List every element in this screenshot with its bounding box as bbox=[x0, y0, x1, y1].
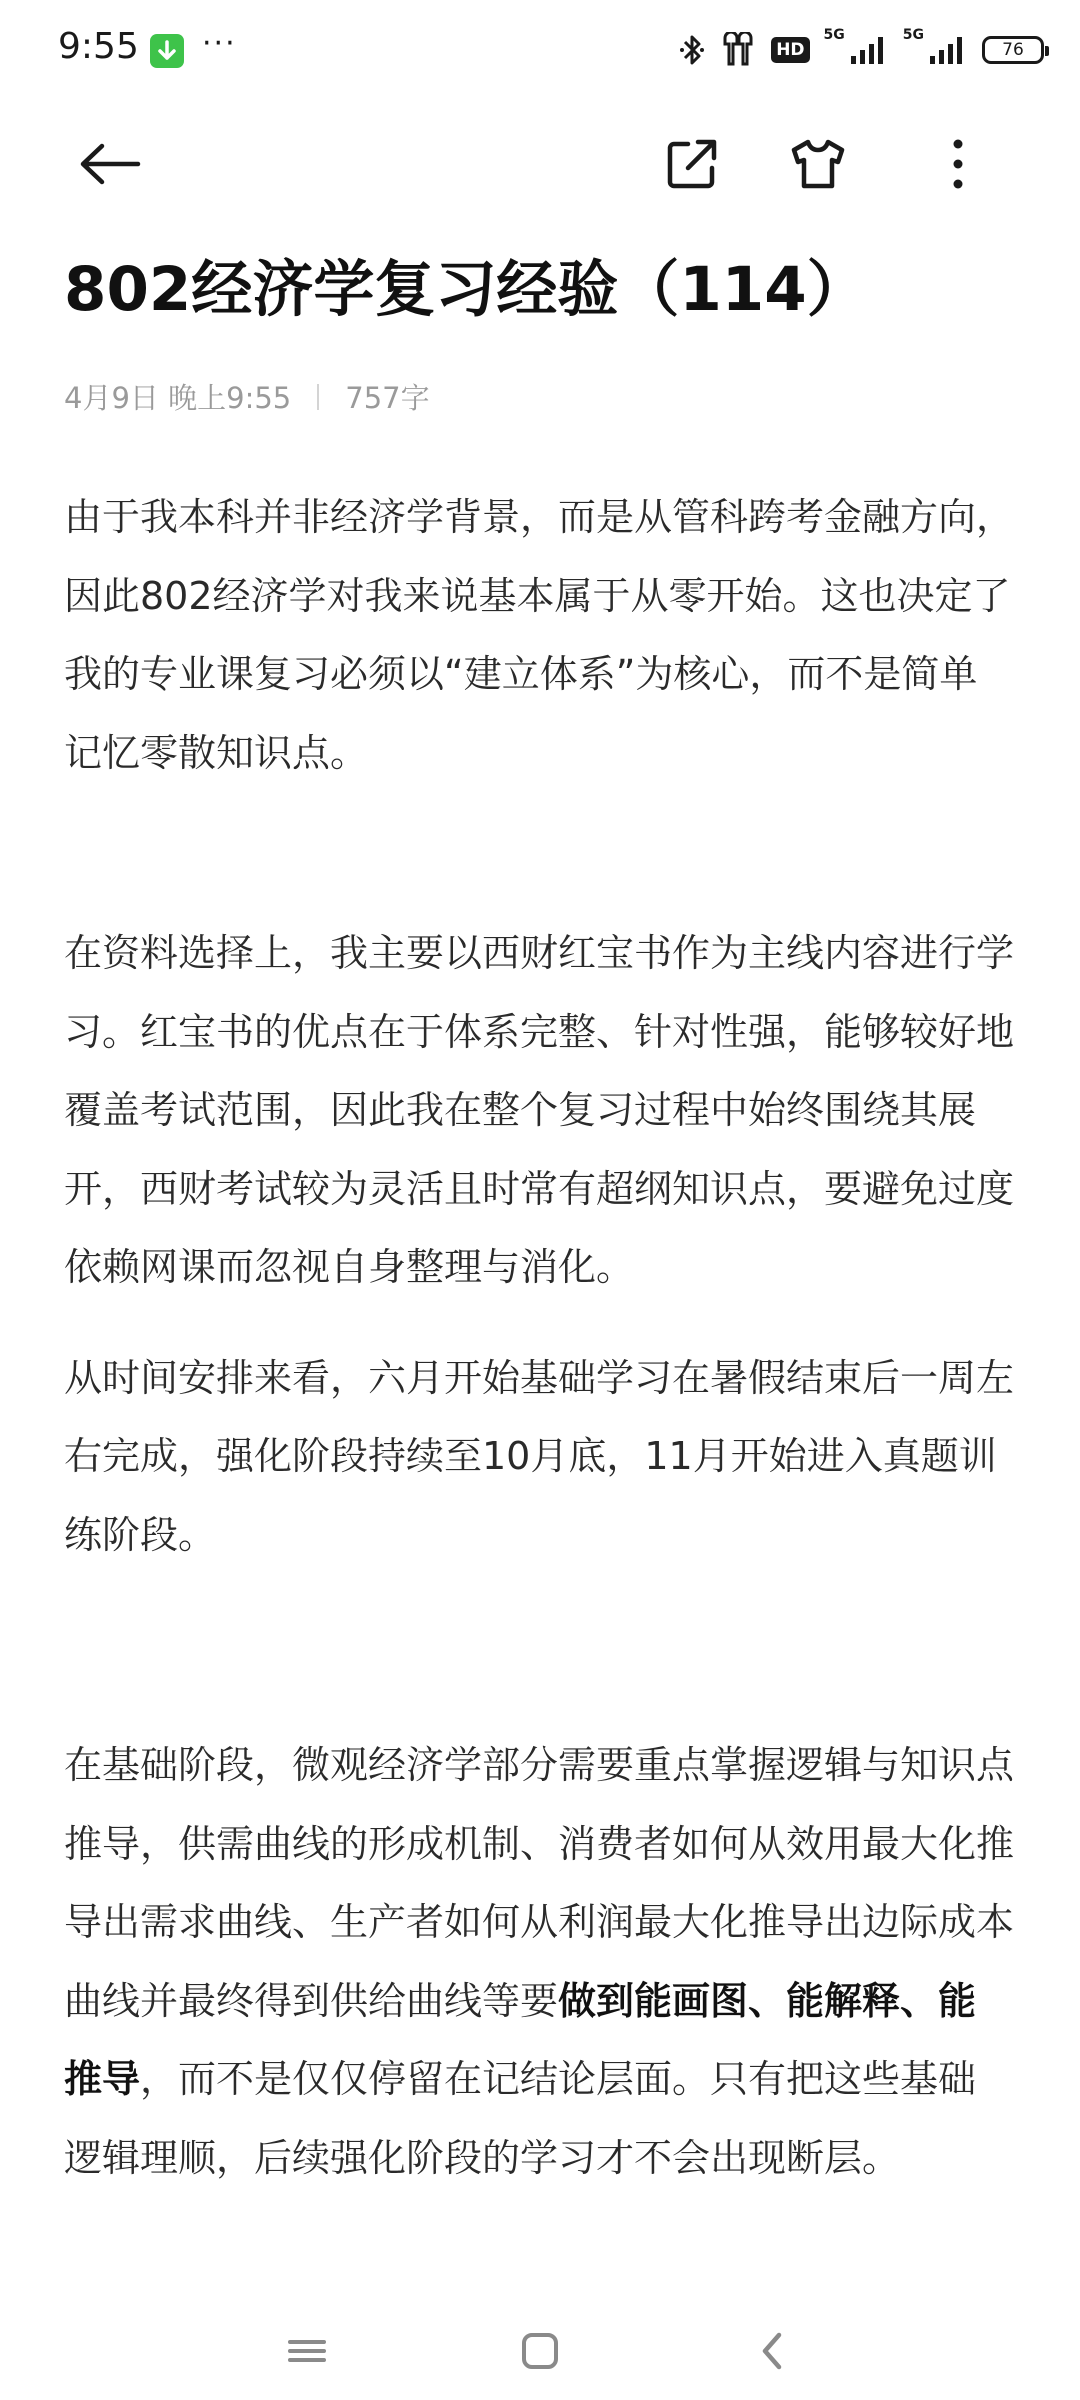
earbuds-icon bbox=[719, 32, 757, 68]
note-body[interactable] bbox=[64, 478, 1014, 2197]
signal-icon bbox=[849, 34, 889, 66]
paragraph-4-text-a: 在基础阶段，微观经济学部分需要重点掌握逻辑与知识点推导，供需曲线的形成机制、消费者如何从效用最大化推导出需求曲线、生产者如何从利润最大化推导出边际成本曲线并最终得到供给曲线等要 bbox=[64, 1743, 1015, 2023]
download-badge-icon bbox=[150, 34, 184, 68]
more-button[interactable] bbox=[922, 130, 994, 202]
recents-button[interactable] bbox=[262, 2318, 352, 2388]
paragraph-4 bbox=[64, 1726, 1014, 2197]
word-count: 757字 bbox=[345, 381, 430, 415]
home-button[interactable] bbox=[495, 2318, 585, 2388]
network-type-2: 5G bbox=[902, 27, 924, 43]
home-square-icon bbox=[520, 2331, 560, 2375]
more-notifications-icon: ··· bbox=[202, 26, 237, 61]
more-vertical-icon bbox=[948, 136, 968, 196]
back-chevron-icon bbox=[757, 2331, 787, 2375]
share-button[interactable] bbox=[656, 130, 728, 202]
paragraph-1: 由于我本科并非经济学背景，而是从管科跨考金融方向，因此802经济学对我来说基本属于从零开始。这也决定了我的专业课复习必须以“建立体系”为核心，而不是简单记忆零散知识点。 bbox=[64, 495, 1015, 775]
paragraph-4-bold: 做到能画图、能解释、能推导 bbox=[64, 1978, 977, 2101]
theme-shirt-icon bbox=[788, 136, 848, 196]
top-toolbar bbox=[0, 110, 1080, 220]
status-time: 9:55 bbox=[58, 26, 139, 67]
page-title: 802经济学复习经验（114） bbox=[64, 254, 868, 325]
paragraph-2: 在资料选择上，我主要以西财红宝书作为主线内容进行学习。红宝书的优点在于体系完整、针对性强，能够较好地覆盖考试范围，因此我在整个复习过程中始终围绕其展开，西财考试较为灵活且时常有超纲知识点，要避免过度依赖网课而忽视自身整理与消化。 bbox=[64, 931, 1015, 1289]
back-arrow-icon bbox=[78, 142, 142, 190]
menu-lines-icon bbox=[284, 2336, 330, 2370]
paragraph-3: 从时间安排来看，六月开始基础学习在暑假结束后一周左右完成，强化阶段持续至10月底，11月开始进入真题训练阶段。 bbox=[64, 1355, 1015, 1557]
hd-call-icon: HD bbox=[771, 37, 809, 63]
battery-icon: 76 bbox=[982, 36, 1044, 64]
back-button[interactable] bbox=[74, 130, 146, 202]
note-meta bbox=[64, 376, 430, 417]
note-date: 4月9日 晚上9:55 bbox=[64, 381, 292, 415]
status-icons bbox=[679, 28, 1044, 72]
theme-button[interactable] bbox=[782, 130, 854, 202]
share-icon bbox=[664, 136, 720, 196]
network-type-1: 5G bbox=[823, 27, 845, 43]
meta-divider bbox=[317, 384, 319, 410]
bluetooth-icon bbox=[679, 32, 705, 68]
system-nav-bar bbox=[0, 2300, 1080, 2400]
paragraph-4-text-b: ，而不是仅仅停留在记结论层面。只有把这些基础逻辑理顺，后续强化阶段的学习才不会出现断层。 bbox=[64, 2057, 977, 2180]
status-bar bbox=[0, 0, 1080, 100]
signal-icon bbox=[928, 34, 968, 66]
system-back-button[interactable] bbox=[727, 2318, 817, 2388]
